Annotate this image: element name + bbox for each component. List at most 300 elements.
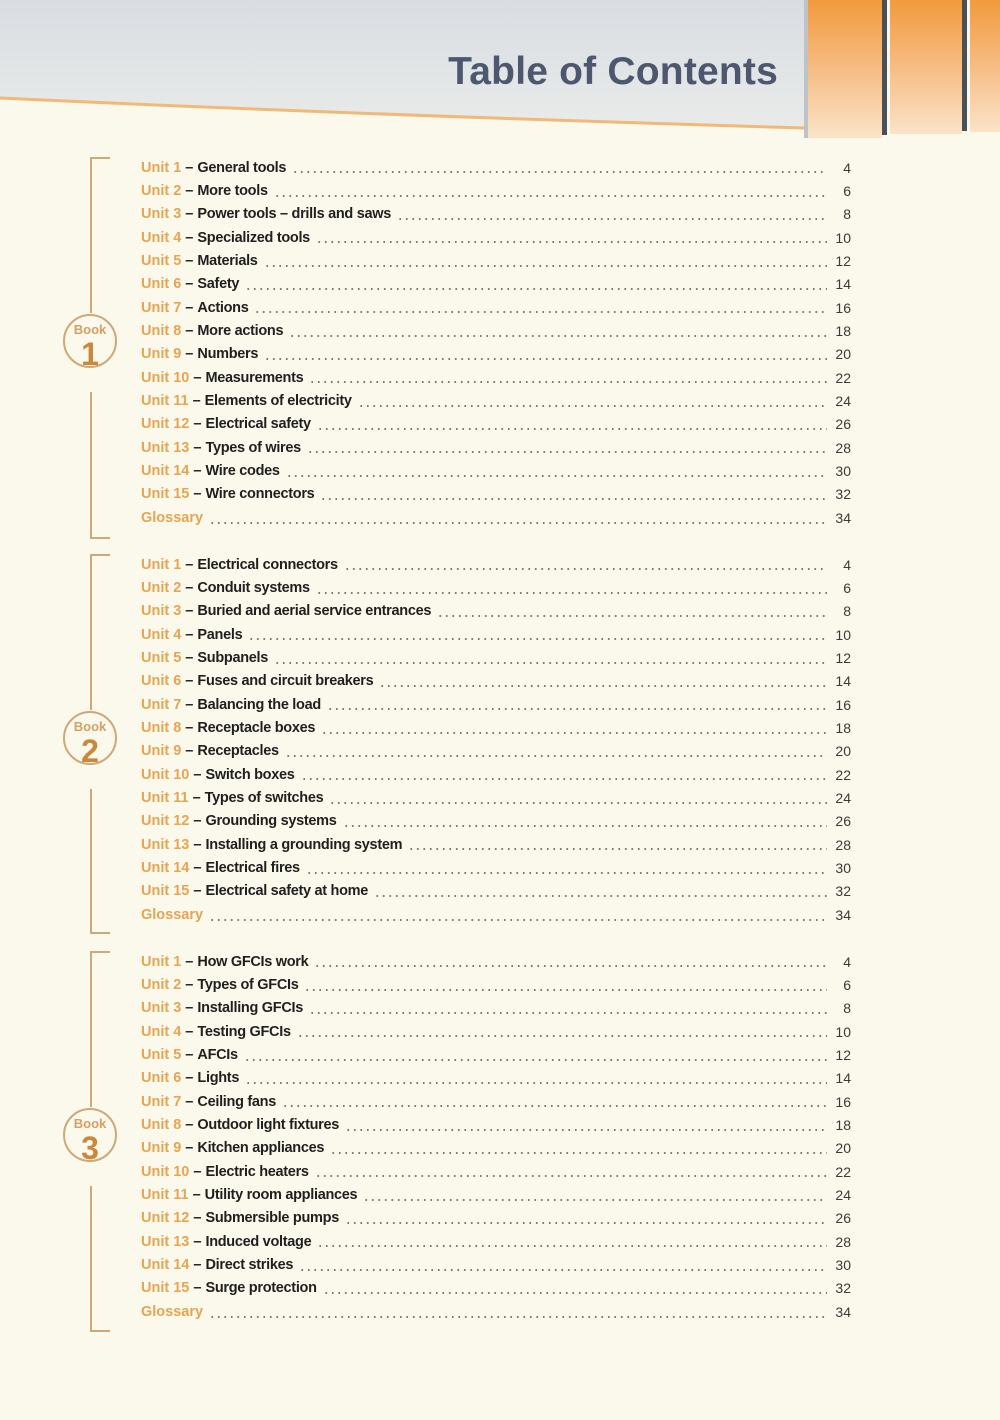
badge-number: 2 [81,733,99,769]
leader-dots [358,405,827,407]
toc-entry[interactable] [141,296,851,319]
entry-title: Materials [197,253,258,270]
toc-entry[interactable] [141,997,851,1020]
page-number: 14 [835,276,851,293]
toc-entry[interactable] [141,1043,851,1066]
unit-label: Unit 12 [141,416,190,433]
page-number: 24 [835,393,851,410]
page-number: 22 [835,1163,851,1180]
page-number: 14 [835,673,851,690]
toc-entry[interactable] [141,646,851,669]
toc-entry[interactable] [141,856,851,879]
dash: – [181,720,198,737]
toc-entry[interactable] [141,1137,851,1160]
toc-glossary[interactable] [141,903,851,926]
glossary-label: Glossary [141,509,204,526]
entry-title: AFCIs [197,1047,238,1064]
toc-entry[interactable] [141,1277,851,1300]
glossary-label: Glossary [141,906,204,923]
unit-label: Unit 11 [141,393,189,410]
entry-title: Subpanels [197,650,269,667]
toc-entry[interactable] [141,459,851,482]
toc-list [141,553,851,927]
bracket-top [90,157,110,159]
leader-dots [317,428,827,430]
page-number: 26 [835,416,851,433]
leader-dots [307,451,827,453]
leader-dots [282,1105,827,1107]
toc-glossary[interactable] [141,1300,851,1323]
entry-title: Electrical fires [205,860,300,877]
page-number: 10 [835,229,851,246]
leader-dots [209,522,827,524]
page-number: 4 [843,953,851,970]
entry-title: Safety [197,276,240,293]
entry-title: Fuses and circuit breakers [197,673,374,690]
entry-title: Buried and aerial service entrances [197,603,432,620]
book-badge [58,314,122,388]
page-number: 12 [835,1047,851,1064]
page-number: 16 [835,696,851,713]
bracket-line [90,1186,92,1332]
page-number: 16 [835,299,851,316]
page-number: 20 [835,346,851,363]
unit-label: Unit 5 [141,650,182,667]
entry-title: General tools [197,159,287,176]
leader-dots [379,685,827,687]
badge-number: 3 [81,1130,99,1166]
toc-entry[interactable] [141,950,851,973]
dash: – [189,486,206,503]
book-badge [58,711,122,785]
toc-entry[interactable] [141,576,851,599]
dash: – [181,650,198,667]
toc-entry[interactable] [141,226,851,249]
entry-title: Types of GFCIs [197,977,299,994]
entry-title: Utility room appliances [204,1187,358,1204]
leader-dots [330,1152,827,1154]
page-number: 8 [843,1000,851,1017]
unit-label: Unit 3 [141,603,182,620]
page-number: 12 [835,650,851,667]
dash: – [189,439,206,456]
toc-entry[interactable] [141,623,851,646]
entry-title: Types of switches [204,790,324,807]
leader-dots [274,662,827,664]
leader-dots [345,1222,827,1224]
toc-entry[interactable] [141,786,851,809]
unit-label: Unit 14 [141,1257,190,1274]
dash: – [181,1093,198,1110]
toc-glossary[interactable] [141,506,851,529]
dash: – [181,276,198,293]
page-title: Table of Contents [448,50,778,93]
entry-title: Lights [197,1070,240,1087]
badge-number: 1 [81,336,99,372]
dash: – [188,1187,205,1204]
entry-title: Conduit systems [197,580,310,597]
page-number: 30 [835,463,851,480]
dash: – [189,836,206,853]
leader-dots [245,288,827,290]
dash: – [189,1233,206,1250]
leader-dots [317,1245,827,1247]
entry-title: Testing GFCIs [197,1023,291,1040]
entry-title: Installing GFCIs [197,1000,303,1017]
toc-entry[interactable] [141,763,851,786]
dash: – [188,790,205,807]
page-number: 10 [835,626,851,643]
dash: – [181,1047,198,1064]
leader-dots [323,1292,827,1294]
unit-label: Unit 12 [141,1210,190,1227]
entry-title: Electrical safety [205,416,311,433]
unit-label: Unit 9 [141,743,182,760]
dash: – [189,1210,206,1227]
entry-title: Receptacles [197,743,279,760]
dash: – [181,159,198,176]
dash: – [181,580,198,597]
leader-dots [315,1175,827,1177]
unit-label: Unit 4 [141,229,182,246]
bracket-line [90,392,92,539]
unit-label: Unit 8 [141,323,182,340]
leader-dots [264,358,827,360]
page-number: 30 [835,1257,851,1274]
page-number: 28 [835,836,851,853]
page-number: 8 [843,603,851,620]
book-badge [58,1108,122,1182]
leader-dots [306,872,827,874]
page-number: 34 [835,906,851,923]
dash: – [181,229,198,246]
entry-title: Surge protection [205,1280,317,1297]
entry-title: Types of wires [205,439,301,456]
dash: – [181,977,198,994]
entry-title: Grounding systems [205,813,337,830]
leader-dots [437,615,827,617]
page-number: 34 [835,1303,851,1320]
entry-title: Numbers [197,346,259,363]
bracket-line [90,951,92,1107]
entry-title: Balancing the load [197,696,321,713]
entry-title: How GFCIs work [197,953,309,970]
bracket-top [90,554,110,556]
entry-title: Specialized tools [197,229,310,246]
dash: – [181,253,198,270]
unit-label: Unit 6 [141,673,182,690]
page-number: 12 [835,253,851,270]
unit-label: Unit 2 [141,977,182,994]
entry-title: Actions [197,299,249,316]
toc-entry[interactable] [141,483,851,506]
page-header [0,0,1000,140]
dash: – [189,1163,206,1180]
toc-entry[interactable] [141,600,851,623]
bracket-bottom [90,537,110,539]
toc-entry[interactable] [141,1020,851,1043]
leader-dots [327,708,827,710]
dash: – [181,743,198,760]
dash: – [181,1000,198,1017]
badge-word: Book [73,322,107,337]
page-number: 6 [843,183,851,200]
unit-label: Unit 8 [141,1117,182,1134]
page-number: 30 [835,860,851,877]
unit-label: Unit 15 [141,1280,190,1297]
badge-word: Book [73,1116,107,1131]
dash: – [181,626,198,643]
entry-title: More actions [197,323,284,340]
unit-label: Unit 5 [141,253,182,270]
page-number: 34 [835,509,851,526]
leader-dots [209,919,827,921]
toc-entry[interactable] [141,273,851,296]
toc-entry[interactable] [141,973,851,996]
entry-title: Electric heaters [205,1163,309,1180]
toc-entry[interactable] [141,249,851,272]
page-number: 32 [835,1280,851,1297]
toc-entry[interactable] [141,1113,851,1136]
leader-dots [363,1199,827,1201]
entry-title: Submersible pumps [205,1210,339,1227]
dash: – [189,813,206,830]
entry-title: Wire codes [205,463,280,480]
unit-label: Unit 3 [141,1000,182,1017]
bracket-line [90,157,92,313]
dash: – [181,183,198,200]
dash: – [181,556,198,573]
toc-entry[interactable] [141,553,851,576]
unit-label: Unit 1 [141,556,182,573]
toc-entry[interactable] [141,366,851,389]
dash: – [188,393,205,410]
unit-label: Unit 11 [141,790,189,807]
unit-label: Unit 1 [141,953,182,970]
leader-dots [209,1316,827,1318]
toc-entry[interactable] [141,1160,851,1183]
entry-title: Outdoor light fixtures [197,1117,340,1134]
unit-label: Unit 10 [141,766,190,783]
dash: – [181,673,198,690]
leader-dots [304,989,827,991]
leader-dots [297,1035,827,1037]
leader-dots [321,732,827,734]
unit-label: Unit 9 [141,346,182,363]
dash: – [189,369,206,386]
leader-dots [248,638,827,640]
page-number: 4 [843,556,851,573]
glossary-label: Glossary [141,1303,204,1320]
dash: – [189,463,206,480]
leader-dots [301,778,827,780]
unit-label: Unit 4 [141,626,182,643]
entry-title: Direct strikes [205,1257,294,1274]
toc-entry[interactable] [141,740,851,763]
entry-title: Induced voltage [205,1233,312,1250]
unit-label: Unit 15 [141,486,190,503]
dash: – [181,1140,198,1157]
page-number: 20 [835,743,851,760]
dash: – [181,953,198,970]
leader-dots [286,475,827,477]
page-number: 18 [835,720,851,737]
toc-entry[interactable] [141,156,851,179]
dash: – [189,766,206,783]
unit-label: Unit 2 [141,580,182,597]
leader-dots [254,311,827,313]
page-number: 28 [835,1233,851,1250]
unit-label: Unit 3 [141,206,182,223]
dash: – [181,206,198,223]
toc-entry[interactable] [141,1207,851,1230]
unit-label: Unit 1 [141,159,182,176]
leader-dots [316,241,827,243]
unit-label: Unit 14 [141,463,190,480]
leader-dots [343,825,827,827]
leader-dots [316,592,827,594]
dash: – [189,1280,206,1297]
bracket-bottom [90,932,110,934]
leader-dots [345,1129,827,1131]
page-number: 22 [835,369,851,386]
unit-label: Unit 7 [141,299,182,316]
leader-dots [344,568,827,570]
page-number: 26 [835,813,851,830]
entry-title: More tools [197,183,268,200]
dash: – [181,1023,198,1040]
page-number: 22 [835,766,851,783]
unit-label: Unit 13 [141,1233,190,1250]
dash: – [181,1070,198,1087]
leader-dots [285,755,827,757]
toc-entry[interactable] [141,880,851,903]
entry-title: Elements of electricity [204,393,352,410]
dash: – [181,1117,198,1134]
dash: – [181,299,198,316]
unit-label: Unit 11 [141,1187,189,1204]
leader-dots [245,1082,827,1084]
dash: – [189,416,206,433]
leader-dots [374,895,827,897]
page-number: 24 [835,1187,851,1204]
page-number: 18 [835,323,851,340]
entry-title: Electrical connectors [197,556,338,573]
leader-dots [299,1269,827,1271]
toc-entry[interactable] [141,833,851,856]
unit-label: Unit 4 [141,1023,182,1040]
leader-dots [314,965,827,967]
unit-label: Unit 8 [141,720,182,737]
page-number: 32 [835,486,851,503]
page-number: 14 [835,1070,851,1087]
bracket-line [90,789,92,934]
unit-label: Unit 13 [141,836,190,853]
unit-label: Unit 10 [141,369,190,386]
unit-label: Unit 6 [141,1070,182,1087]
bracket-top [90,951,110,953]
unit-label: Unit 10 [141,1163,190,1180]
toc-entry[interactable] [141,179,851,202]
page-number: 18 [835,1117,851,1134]
leader-dots [408,848,827,850]
toc-entry[interactable] [141,1067,851,1090]
entry-title: Installing a grounding system [205,836,403,853]
toc-entry[interactable] [141,1183,851,1206]
toc-entry[interactable] [141,1090,851,1113]
unit-label: Unit 2 [141,183,182,200]
entry-title: Electrical safety at home [205,883,369,900]
toc-entry[interactable] [141,436,851,459]
entry-title: Power tools – drills and saws [197,206,391,223]
leader-dots [329,802,827,804]
leader-dots [264,265,827,267]
toc-entry[interactable] [141,413,851,436]
toc-entry[interactable] [141,670,851,693]
unit-label: Unit 12 [141,813,190,830]
unit-label: Unit 7 [141,1093,182,1110]
toc-entry[interactable] [141,319,851,342]
bracket-line [90,554,92,710]
page-number: 32 [835,883,851,900]
unit-label: Unit 5 [141,1047,182,1064]
entry-title: Switch boxes [205,766,295,783]
toc-list [141,950,851,1324]
unit-label: Unit 6 [141,276,182,293]
dash: – [181,603,198,620]
leader-dots [244,1059,827,1061]
page-number: 28 [835,439,851,456]
toc-entry[interactable] [141,389,851,412]
page-number: 6 [843,580,851,597]
page-number: 4 [843,159,851,176]
entry-title: Measurements [205,369,304,386]
toc-entry[interactable] [141,1230,851,1253]
leader-dots [274,195,827,197]
dash: – [181,696,198,713]
dash: – [181,323,198,340]
unit-label: Unit 13 [141,439,190,456]
entry-title: Receptacle boxes [197,720,316,737]
leader-dots [320,498,827,500]
page-number: 10 [835,1023,851,1040]
unit-label: Unit 15 [141,883,190,900]
bracket-bottom [90,1330,110,1332]
toc-entry[interactable] [141,203,851,226]
toc-entry[interactable] [141,693,851,716]
dash: – [181,346,198,363]
badge-word: Book [73,719,107,734]
page-number: 26 [835,1210,851,1227]
dash: – [189,860,206,877]
unit-label: Unit 9 [141,1140,182,1157]
entry-title: Panels [197,626,243,643]
toc-entry[interactable] [141,716,851,739]
dash: – [189,1257,206,1274]
page-number: 6 [843,977,851,994]
toc-list [141,156,851,530]
page-number: 20 [835,1140,851,1157]
dash: – [189,883,206,900]
entry-title: Ceiling fans [197,1093,276,1110]
toc-entry[interactable] [141,343,851,366]
leader-dots [309,381,827,383]
entry-title: Kitchen appliances [197,1140,325,1157]
toc-entry[interactable] [141,810,851,833]
toc-entry[interactable] [141,1253,851,1276]
leader-dots [292,171,827,173]
leader-dots [309,1012,827,1014]
